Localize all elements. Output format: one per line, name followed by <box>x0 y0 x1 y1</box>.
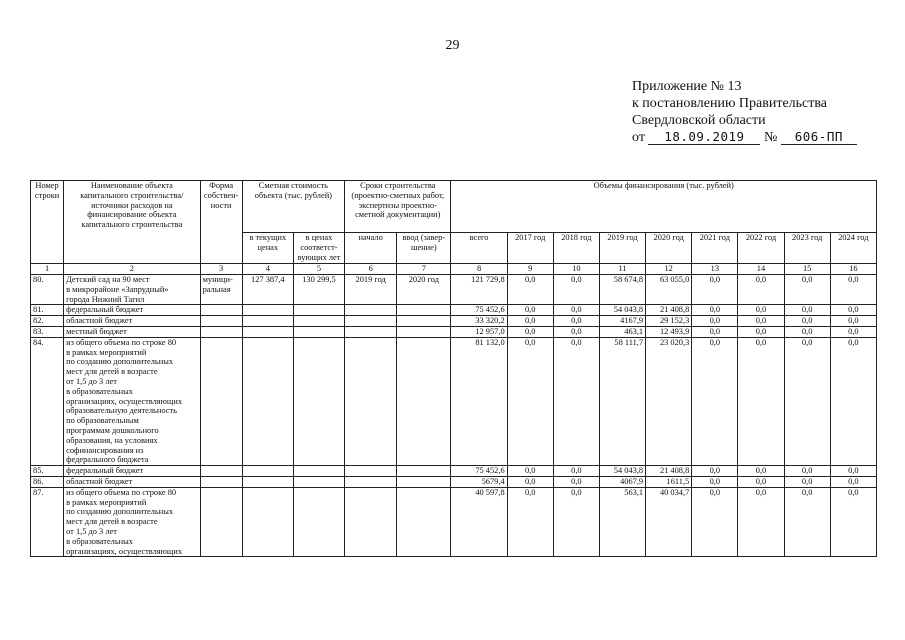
term-start <box>345 487 397 557</box>
term-start <box>345 305 397 316</box>
total-cell: 75 452,6 <box>451 466 507 477</box>
year-2017-cell: 0,0 <box>507 275 553 305</box>
total-cell: 121 729,8 <box>451 275 507 305</box>
cost-current <box>242 466 293 477</box>
column-number: 4 <box>242 264 293 275</box>
cost-relevant <box>293 316 344 327</box>
object-name: областной бюджет <box>64 476 200 487</box>
column-number: 12 <box>646 264 692 275</box>
object-name: из общего объема по строке 80 в рамках мероприятий по созданию дополнительных мест для детей в возрасте от 1,5 до 3 лет в образовательных организациях, осуществляющих образовательную деятельность по образовательным программам дошкольного образования, на условиях софинансирования из федерального бюджета <box>64 337 200 465</box>
row-number: 83. <box>31 326 64 337</box>
term-end <box>397 316 451 327</box>
year-2017-cell: 0,0 <box>507 466 553 477</box>
object-name: федеральный бюджет <box>64 305 200 316</box>
header-year-2021: 2021 год <box>692 233 738 264</box>
year-2021-cell: 0,0 <box>692 305 738 316</box>
appendix-title: Приложение № 13 <box>632 79 742 94</box>
row-number: 85. <box>31 466 64 477</box>
header-year-2020: 2020 год <box>646 233 692 264</box>
column-number: 13 <box>692 264 738 275</box>
appendix-date-line <box>632 129 892 146</box>
year-2020-cell: 21 408,8 <box>646 466 692 477</box>
year-2018-cell: 0,0 <box>553 326 599 337</box>
financing-table <box>30 180 877 557</box>
year-2018-cell: 0,0 <box>553 487 599 557</box>
year-2020-cell: 21 408,8 <box>646 305 692 316</box>
table-row <box>31 316 877 327</box>
header-year-2023: 2023 год <box>784 233 830 264</box>
ownership-form <box>200 326 242 337</box>
header-year-2019: 2019 год <box>599 233 645 264</box>
year-2019-cell: 4067,9 <box>599 476 645 487</box>
row-number: 82. <box>31 316 64 327</box>
header-terms-end: ввод (завер-шение) <box>397 233 451 264</box>
year-2018-cell: 0,0 <box>553 275 599 305</box>
cost-relevant <box>293 326 344 337</box>
header-estimated-cost: Сметная стоимость объекта (тыс. рублей) <box>242 181 344 233</box>
ownership-form <box>200 487 242 557</box>
column-number: 6 <box>345 264 397 275</box>
table-row <box>31 476 877 487</box>
cost-relevant <box>293 466 344 477</box>
term-start <box>345 326 397 337</box>
ownership-form <box>200 305 242 316</box>
column-number: 9 <box>507 264 553 275</box>
cost-relevant <box>293 305 344 316</box>
header-year-2017: 2017 год <box>507 233 553 264</box>
year-2017-cell: 0,0 <box>507 316 553 327</box>
year-2024-cell: 0,0 <box>830 275 876 305</box>
year-2021-cell: 0,0 <box>692 316 738 327</box>
table-row <box>31 466 877 477</box>
ownership-form <box>200 337 242 465</box>
year-2021-cell: 0,0 <box>692 337 738 465</box>
year-2018-cell: 0,0 <box>553 476 599 487</box>
appendix-block <box>632 78 892 146</box>
year-2022-cell: 0,0 <box>738 466 784 477</box>
year-2020-cell: 40 034,7 <box>646 487 692 557</box>
year-2024-cell: 0,0 <box>830 466 876 477</box>
header-object-name: Наименование объекта капитального строительства/ источники расходов на финансирование объекта капитального строительства <box>64 181 200 264</box>
cost-relevant: 130 299,5 <box>293 275 344 305</box>
column-number: 5 <box>293 264 344 275</box>
term-end <box>397 476 451 487</box>
total-cell: 75 452,6 <box>451 305 507 316</box>
column-number: 10 <box>553 264 599 275</box>
object-name: федеральный бюджет <box>64 466 200 477</box>
term-end <box>397 326 451 337</box>
ownership-form <box>200 476 242 487</box>
term-start <box>345 476 397 487</box>
column-number: 7 <box>397 264 451 275</box>
cost-current <box>242 316 293 327</box>
total-cell: 40 597,8 <box>451 487 507 557</box>
year-2019-cell: 4167,9 <box>599 316 645 327</box>
ownership-form: муници- pальная <box>200 275 242 305</box>
year-2020-cell: 29 152,3 <box>646 316 692 327</box>
year-2017-cell: 0,0 <box>507 337 553 465</box>
year-2020-cell: 23 020,3 <box>646 337 692 465</box>
year-2020-cell: 63 055,0 <box>646 275 692 305</box>
year-2024-cell: 0,0 <box>830 337 876 465</box>
header-year-2022: 2022 год <box>738 233 784 264</box>
year-2023-cell: 0,0 <box>784 326 830 337</box>
appendix-decree-ref: к постановлению Правительства <box>632 96 828 111</box>
total-cell: 33 320,2 <box>451 316 507 327</box>
header-year-2018: 2018 год <box>553 233 599 264</box>
year-2023-cell: 0,0 <box>784 305 830 316</box>
year-2022-cell: 0,0 <box>738 305 784 316</box>
year-2023-cell: 0,0 <box>784 275 830 305</box>
row-number: 86. <box>31 476 64 487</box>
header-terms-start: начало <box>345 233 397 264</box>
column-number: 11 <box>599 264 645 275</box>
year-2021-cell: 0,0 <box>692 326 738 337</box>
year-2023-cell: 0,0 <box>784 316 830 327</box>
decree-date: 18.09.2019 <box>648 130 760 145</box>
cost-current <box>242 337 293 465</box>
table-row <box>31 326 877 337</box>
row-number: 84. <box>31 337 64 465</box>
cost-relevant <box>293 476 344 487</box>
object-name: Детский сад на 90 мест в микрорайоне «Запрудный» города Нижний Тагил <box>64 275 200 305</box>
term-end: 2020 год <box>397 275 451 305</box>
year-2022-cell: 0,0 <box>738 337 784 465</box>
object-name: из общего объема по строке 80 в рамках мероприятий по созданию дополнительных мест для детей в возрасте от 1,5 до 3 лет в образовательных организациях, осуществляющих <box>64 487 200 557</box>
year-2023-cell: 0,0 <box>784 337 830 465</box>
ownership-form <box>200 316 242 327</box>
year-2022-cell: 0,0 <box>738 316 784 327</box>
year-2022-cell: 0,0 <box>738 487 784 557</box>
cost-relevant <box>293 337 344 465</box>
cost-current <box>242 326 293 337</box>
year-2024-cell: 0,0 <box>830 305 876 316</box>
year-2020-cell: 12 493,9 <box>646 326 692 337</box>
decree-number: 606-ПП <box>781 130 857 145</box>
header-cost-relevant: в ценах соответст-вующих лет <box>293 233 344 264</box>
table-row <box>31 337 877 465</box>
year-2024-cell: 0,0 <box>830 476 876 487</box>
year-2017-cell: 0,0 <box>507 305 553 316</box>
table-row <box>31 487 877 557</box>
header-cost-current: в текущих ценах <box>242 233 293 264</box>
year-2019-cell: 54 043,8 <box>599 305 645 316</box>
object-name: областной бюджет <box>64 316 200 327</box>
row-number: 87. <box>31 487 64 557</box>
header-rownum: Номер строки <box>31 181 64 264</box>
year-2019-cell: 463,1 <box>599 326 645 337</box>
header-construction-terms: Сроки строительства (проектно-сметных работ, экспертизы проектно-сметной документации) <box>345 181 451 233</box>
total-cell: 5679,4 <box>451 476 507 487</box>
year-2017-cell: 0,0 <box>507 487 553 557</box>
date-prefix: от <box>632 130 645 145</box>
year-2022-cell: 0,0 <box>738 476 784 487</box>
page-number: 29 <box>445 38 460 53</box>
year-2018-cell: 0,0 <box>553 316 599 327</box>
header-funding-volumes: Объемы финансирования (тыс. рублей) <box>451 181 877 233</box>
year-2017-cell: 0,0 <box>507 476 553 487</box>
year-2024-cell: 0,0 <box>830 316 876 327</box>
cost-current <box>242 305 293 316</box>
column-number-row <box>31 264 877 275</box>
table-row <box>31 275 877 305</box>
year-2021-cell: 0,0 <box>692 466 738 477</box>
row-number: 80. <box>31 275 64 305</box>
header-ownership: Форма собствен-ности <box>200 181 242 264</box>
year-2018-cell: 0,0 <box>553 466 599 477</box>
year-2017-cell: 0,0 <box>507 326 553 337</box>
year-2019-cell: 54 043,8 <box>599 466 645 477</box>
year-2021-cell: 0,0 <box>692 275 738 305</box>
year-2019-cell: 563,1 <box>599 487 645 557</box>
term-end <box>397 305 451 316</box>
year-2024-cell: 0,0 <box>830 326 876 337</box>
year-2021-cell: 0,0 <box>692 487 738 557</box>
term-start <box>345 316 397 327</box>
cost-current <box>242 487 293 557</box>
term-start: 2019 год <box>345 275 397 305</box>
column-number: 2 <box>64 264 200 275</box>
column-number: 3 <box>200 264 242 275</box>
term-end <box>397 487 451 557</box>
column-number: 15 <box>784 264 830 275</box>
year-2022-cell: 0,0 <box>738 275 784 305</box>
year-2023-cell: 0,0 <box>784 466 830 477</box>
term-start <box>345 337 397 465</box>
table-row <box>31 305 877 316</box>
column-number: 1 <box>31 264 64 275</box>
year-2022-cell: 0,0 <box>738 326 784 337</box>
number-prefix: № <box>763 130 778 145</box>
object-name: местный бюджет <box>64 326 200 337</box>
total-cell: 81 132,0 <box>451 337 507 465</box>
year-2021-cell: 0,0 <box>692 476 738 487</box>
year-2023-cell: 0,0 <box>784 476 830 487</box>
year-2020-cell: 1611,5 <box>646 476 692 487</box>
year-2024-cell: 0,0 <box>830 487 876 557</box>
header-year-2024: 2024 год <box>830 233 876 264</box>
year-2019-cell: 58 674,8 <box>599 275 645 305</box>
cost-relevant <box>293 487 344 557</box>
header-row-top <box>31 181 877 233</box>
term-end <box>397 466 451 477</box>
ownership-form <box>200 466 242 477</box>
year-2018-cell: 0,0 <box>553 305 599 316</box>
column-number: 8 <box>451 264 507 275</box>
header-total: всего <box>451 233 507 264</box>
column-number: 14 <box>738 264 784 275</box>
total-cell: 12 957,0 <box>451 326 507 337</box>
year-2023-cell: 0,0 <box>784 487 830 557</box>
term-start <box>345 466 397 477</box>
appendix-region: Свердловской области <box>632 113 766 128</box>
column-number: 16 <box>830 264 876 275</box>
cost-current: 127 387,4 <box>242 275 293 305</box>
year-2019-cell: 58 111,7 <box>599 337 645 465</box>
cost-current <box>242 476 293 487</box>
row-number: 81. <box>31 305 64 316</box>
year-2018-cell: 0,0 <box>553 337 599 465</box>
term-end <box>397 337 451 465</box>
